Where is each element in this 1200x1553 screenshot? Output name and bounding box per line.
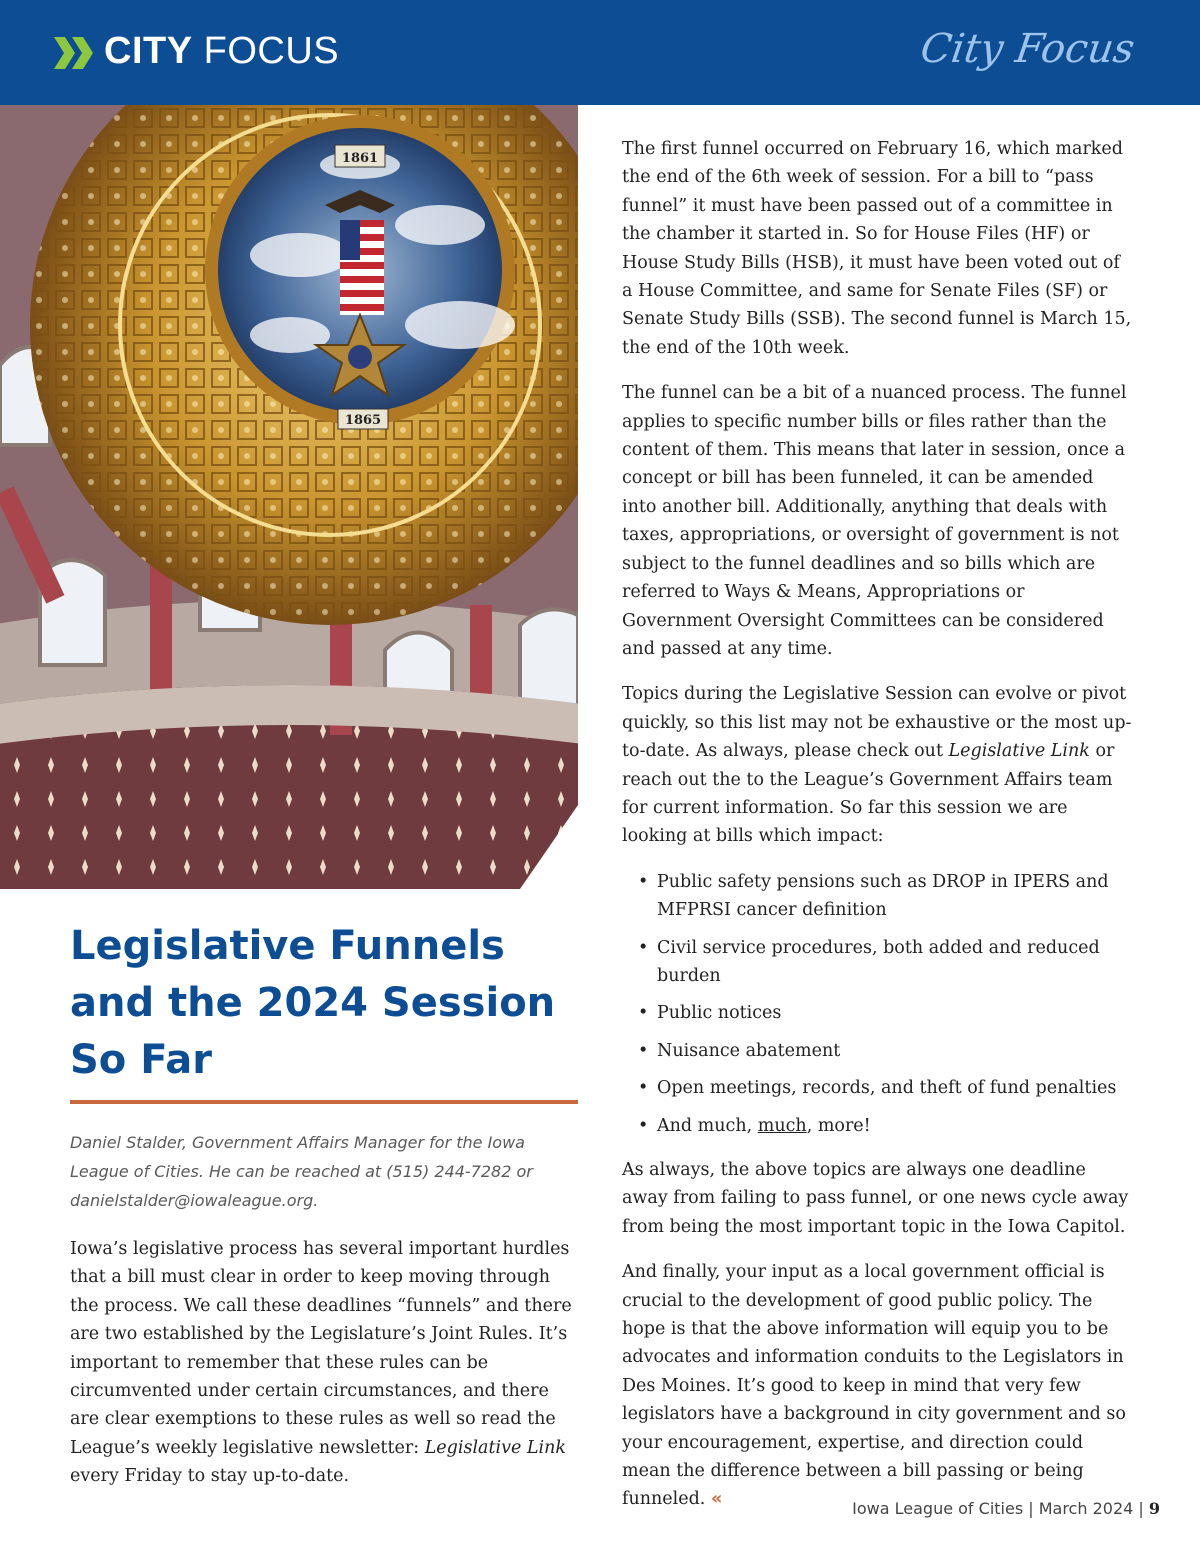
section-label <box>104 30 339 73</box>
paragraph-nuanced-process: The funnel can be a bit of a nuanced process. The funnel applies to specific number bills or files rather than the content of them. This means that later in session, once a concept or bill has been funneled, it can be amended into another bill. Additionally, anything that deals with taxes, appropriations, or oversight of government is not subject to the funnel deadlines and so bills which are referred to Ways & Means, Appropriations or Government Oversight Committees can be considered and passed at any time. <box>622 383 1127 659</box>
footer-publication: Iowa League of Cities | March 2024 | <box>852 1499 1149 1518</box>
intro-paragraph <box>70 1235 582 1491</box>
last-bullet-end: , more! <box>806 1115 871 1136</box>
paragraph-first-funnel: The first funnel occurred on February 16, which marked the end of the 6th week of session. For a bill to “pass funnel” it must have been passed out of a committee in the chamber it started in. So for House Files (HF) or House Study Bills (HSB), it must have been voted out of a House Committee, and same for Senate Files (SF) or Senate Study Bills (SSB). The second funnel is March 15, the end of the 10th week. <box>622 139 1132 358</box>
list-item: • Open meetings, records, and theft of fund penalties <box>622 1074 1132 1102</box>
finally-text: And finally, your input as a local government official is crucial to the development of good public policy. The hope is that the above information will equip you to be advocates and information conduits to the Legislators in Des Moines. It’s good to keep in mind that very few legislators have a background in city government and so your encouragement, expertise, and direction could mean the difference between a bill passing or being funneled. <box>622 1262 1126 1510</box>
author-byline: Daniel Stalder, Government Affairs Manager for the Iowa League of Cities. He can be reached at (515) 244-7282 or danielstalder@iowaleague.org. <box>70 1133 533 1210</box>
section-label-bold: CITY <box>104 30 193 72</box>
article-title: Legislative Funnels and the 2024 Session So Far <box>70 923 556 1083</box>
last-bullet-start: And much, <box>657 1115 758 1136</box>
section-label-light: FOCUS <box>203 30 340 72</box>
last-bullet-emphasis: much <box>757 1115 807 1136</box>
list-item: • Nuisance abatement <box>622 1037 1132 1065</box>
topics-text-end: or reach out the to the League’s Government Affairs team for current information. So far this session we are looking at bills which impact: <box>622 741 1115 847</box>
end-mark-icon: « <box>710 1489 723 1510</box>
capitol-dome-photo <box>0 105 578 889</box>
list-item: • Civil service procedures, both added and reduced burden <box>622 934 1132 991</box>
right-column <box>622 135 1132 1531</box>
intro-text-end: every Friday to stay up-to-date. <box>70 1466 350 1487</box>
page-footer <box>852 1499 1160 1518</box>
legislative-link-reference: Legislative Link <box>424 1437 567 1458</box>
list-item: • Public safety pensions such as DROP in IPERS and MFPRSI cancer definition <box>622 868 1132 925</box>
dome-illustration <box>0 105 578 889</box>
page-header <box>0 0 1200 105</box>
topics-list <box>622 868 1132 1140</box>
year-bottom: 1865 <box>344 413 382 428</box>
paragraph-deadline: As always, the above topics are always one deadline away from failing to pass funnel, or one news cycle away from being the most important topic in the Iowa Capitol. <box>622 1160 1129 1237</box>
title-divider <box>70 1100 578 1104</box>
list-item: • Public notices <box>622 999 1132 1027</box>
page-number: 9 <box>1148 1499 1160 1518</box>
paragraph-finally <box>622 1258 1132 1514</box>
list-item <box>622 1112 1132 1140</box>
intro-text-start: Iowa’s legislative process has several important hurdles that a bill must clear in order to keep moving through the process. We call these deadlines “funnels” and there are two established by the Legislature’s Joint Rules. It’s important to remember that these rules can be circumvented under certain circumstances, and there are clear exemptions to these rules as well so read the League’s weekly legislative newsletter: <box>70 1239 572 1458</box>
topics-text-start: Topics during the Legislative Session can evolve or pivot quickly, so this list may not be exhaustive or the most up-to-date. As always, please check out <box>622 684 1132 762</box>
double-chevron-icon <box>54 37 96 69</box>
legislative-link-reference-2: Legislative Link <box>948 741 1090 762</box>
paragraph-topics <box>622 680 1132 850</box>
year-top: 1861 <box>341 151 379 166</box>
script-title: City Focus <box>917 26 1138 72</box>
